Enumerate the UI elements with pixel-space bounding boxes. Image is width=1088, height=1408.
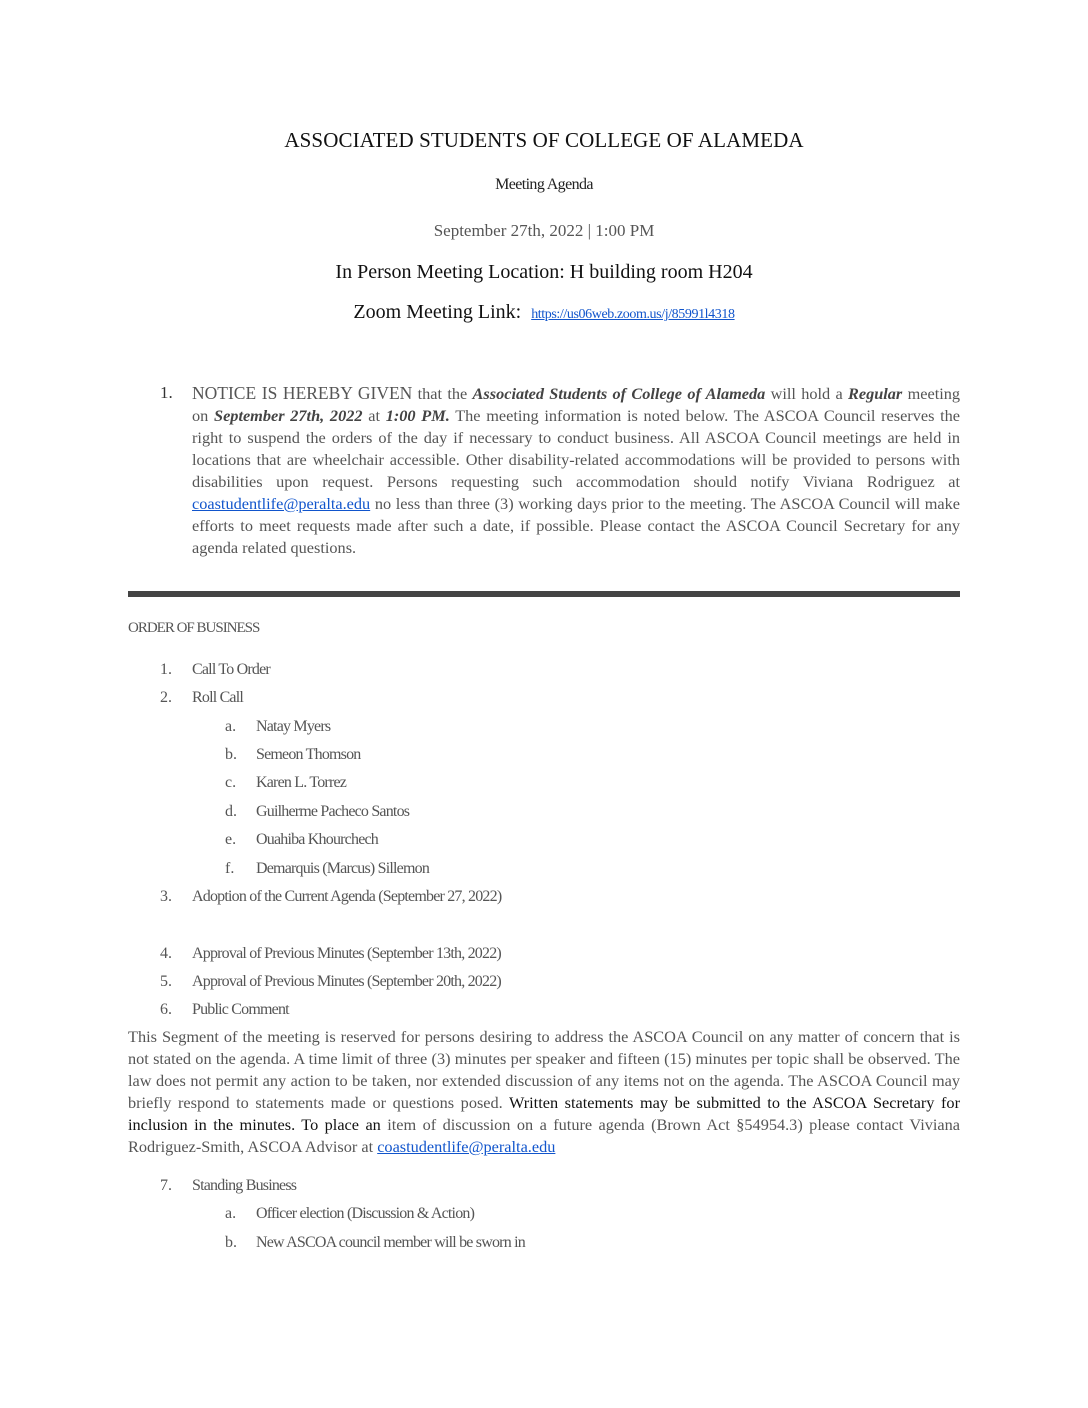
item-number: 5. [160,973,172,990]
meeting-datetime: September 27th, 2022 | 1:00 PM [433,221,655,240]
notice-text: at [362,406,386,425]
public-comment-text: This Segment of the meeting is reserved for persons desiring to address the ASCOA Council on any matter of concern that is not stated on the agenda. A time limit of three (3) minutes per speaker and fifteen (15) minutes per topic shall be observed. The law does not permit any action to be taken, nor extended discussion of any items not on the agenda. The ASCOA Council may briefly respond to statements made or questions posed. [128,1027,960,1112]
item-letter: a. [225,1205,237,1222]
item-label: Call To Order [192,661,270,678]
member-name: Natay Myers [256,718,331,735]
notice-number: 1. [160,383,173,402]
item-letter: e. [225,831,237,848]
public-comment-text: Written statements may be submitted to the ASCOA Secretary for inclusion in the minutes. To place an [128,1093,960,1134]
notice-text: that the [412,384,473,403]
notice-email-link[interactable]: coastudentlife@peralta.edu [192,494,371,513]
public-comment-text: item of discussion on a future agenda (Brown Act §54954.3) please contact Viviana Rodriguez-Smith, ASCOA Advisor at [128,1115,960,1156]
item-number: 2. [160,689,172,706]
member-name: Guilherme Pacheco Santos [256,803,410,820]
zoom-label: Zoom Meeting Link: [353,301,522,323]
member-name: Demarquis (Marcus) Sillemon [256,860,430,877]
item-number: 3. [160,888,172,905]
item-label: New ASCOA council member will be sworn in [256,1234,525,1251]
item-number: 7. [160,1177,172,1194]
item-letter: d. [225,803,237,820]
notice-section [160,382,960,559]
notice-org: Associated Students of College of Alameda [472,384,766,403]
item-label: Roll Call [192,689,244,706]
notice-text: The meeting information is noted below. The ASCOA Council reserves the right to suspend the orders of the day if necessary to conduct business. All ASCOA Council meetings are held in locations that are wheelchair accessible. Other disability-related accommodations will be provided to persons with disabilities upon request. Persons requesting such accommodation should notify Viviana Rodriguez at [192,406,961,491]
public-comment-email-link[interactable]: coastudentlife@peralta.edu [377,1137,556,1156]
member-name: Semeon Thomson [256,746,361,763]
document-subtitle: Meeting Agenda [495,176,593,193]
member-name: Karen L. Torrez [256,774,347,791]
org-title: ASSOCIATED STUDENTS OF COLLEGE OF ALAMEDA [284,128,804,152]
notice-text: will hold a [765,384,848,403]
zoom-link[interactable]: https://us06web.zoom.us/j/85991l4318 [531,307,735,322]
item-number: 6. [160,1001,172,1018]
meeting-location: In Person Meeting Location: H building room H204 [335,261,753,283]
member-name: Ouahiba Khourchech [256,831,378,848]
zoom-line [0,301,1088,324]
notice-paragraph [192,382,960,559]
notice-lead: NOTICE IS HEREBY GIVEN [192,383,413,403]
notice-text: meeting on [192,384,961,425]
notice-text: no less than three (3) working days prior to the meeting. The ASCOA Council will make efforts to meet requests made after such a date, if possible. Please contact the ASCOA Council Secretary for any agenda related questions. [192,494,960,557]
item-label: Standing Business [192,1177,297,1194]
order-of-business-heading: ORDER OF BUSINESS [128,620,260,636]
item-number: 4. [160,945,172,962]
public-comment-paragraph [128,1026,960,1158]
item-label: Adoption of the Current Agenda (September 27, 2022) [192,888,502,905]
section-divider [128,591,960,597]
item-letter: b. [225,1234,237,1251]
item-number: 1. [160,661,172,678]
item-label: Public Comment [192,1001,289,1018]
item-label: Approval of Previous Minutes (September 20th, 2022) [192,973,501,990]
item-letter: b. [225,746,237,763]
item-label: Approval of Previous Minutes (September 13th, 2022) [192,945,501,962]
notice-date: September 27th, 2022 [214,406,363,425]
item-label: Officer election (Discussion & Action) [256,1205,475,1222]
item-letter: c. [225,774,237,791]
notice-meeting-type: Regular [847,384,903,403]
item-letter: f. [225,860,235,877]
notice-time: 1:00 PM. [385,406,450,425]
item-letter: a. [225,718,237,735]
